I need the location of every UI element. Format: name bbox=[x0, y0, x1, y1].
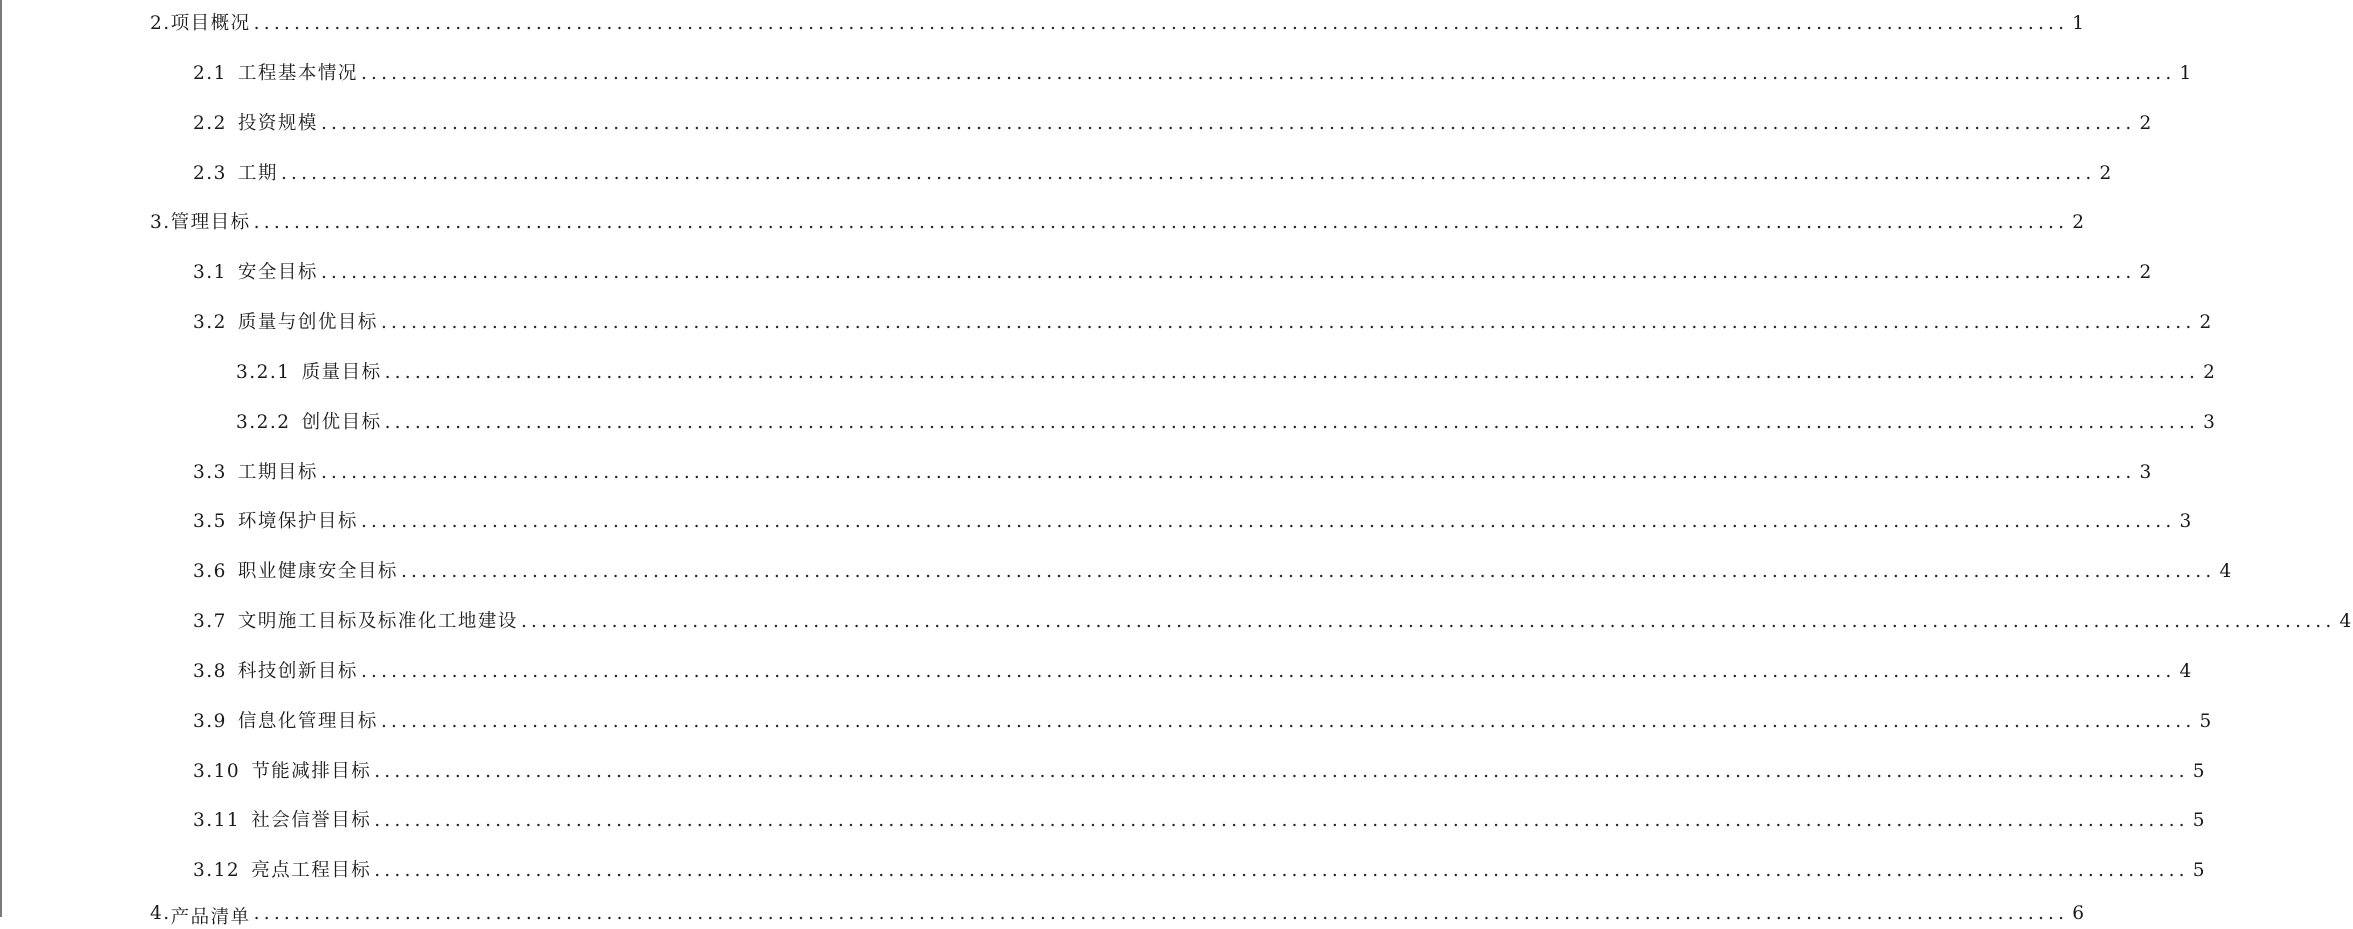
toc-title: 社会信誉目标 bbox=[251, 810, 372, 831]
toc-entry[interactable] bbox=[150, 208, 2086, 236]
toc-title: 产品清单 bbox=[170, 907, 251, 928]
toc-leader-dots bbox=[401, 561, 2216, 582]
toc-entry[interactable] bbox=[193, 607, 2353, 635]
toc-number: 3.12 bbox=[193, 860, 241, 881]
toc-leader-dots bbox=[381, 711, 2196, 732]
toc-title: 工程基本情况 bbox=[237, 63, 358, 84]
toc-leader-dots bbox=[321, 113, 2136, 134]
toc-entry[interactable] bbox=[193, 458, 2153, 486]
toc-page-number: 5 bbox=[2192, 761, 2207, 782]
toc-number: 3.7 bbox=[193, 611, 227, 632]
toc-title: 职业健康安全目标 bbox=[237, 561, 398, 582]
toc-entry[interactable] bbox=[193, 159, 2113, 187]
page-left-border bbox=[0, 0, 2, 917]
toc-number: 3.2.1 bbox=[236, 362, 291, 383]
toc-number: 2. bbox=[150, 13, 171, 34]
toc-title: 环境保护目标 bbox=[237, 511, 358, 532]
toc-page-number: 2 bbox=[2139, 262, 2153, 283]
toc-page-number: 2 bbox=[2099, 163, 2113, 184]
toc-leader-dots bbox=[374, 761, 2189, 782]
toc-page-number: 4 bbox=[2219, 561, 2233, 582]
toc-number: 3.10 bbox=[193, 761, 241, 782]
toc-entry[interactable] bbox=[193, 657, 2193, 685]
toc-title: 信息化管理目标 bbox=[237, 711, 378, 732]
toc-page-number: 5 bbox=[2199, 711, 2213, 732]
toc-entry[interactable] bbox=[193, 507, 2193, 535]
toc-title: 质量与创优目标 bbox=[237, 312, 378, 333]
toc-entry[interactable] bbox=[193, 308, 2213, 336]
toc-page-number: 5 bbox=[2192, 810, 2207, 831]
toc-entry[interactable] bbox=[150, 9, 2086, 37]
toc-number: 3.6 bbox=[193, 561, 227, 582]
toc-title: 文明施工目标及标准化工地建设 bbox=[237, 611, 518, 632]
toc-leader-dots bbox=[381, 312, 2196, 333]
toc-page-number: 4 bbox=[2339, 611, 2353, 632]
toc-entry[interactable] bbox=[236, 358, 2217, 386]
toc-page-number: 6 bbox=[2072, 903, 2086, 924]
toc-page-number: 2 bbox=[2199, 312, 2213, 333]
toc-entry[interactable] bbox=[193, 757, 2207, 785]
toc-leader-dots bbox=[521, 611, 2336, 632]
toc-entry[interactable] bbox=[193, 258, 2153, 286]
toc-number: 3.2.2 bbox=[236, 412, 291, 433]
toc-page-number: 1 bbox=[2072, 13, 2086, 34]
toc-leader-dots bbox=[254, 212, 2069, 233]
toc-leader-dots bbox=[254, 13, 2069, 34]
toc-leader-dots bbox=[374, 860, 2189, 881]
toc-entry[interactable] bbox=[193, 59, 2193, 87]
toc-number: 3.9 bbox=[193, 711, 227, 732]
toc-number: 3.8 bbox=[193, 661, 227, 682]
toc-number: 4. bbox=[150, 903, 171, 924]
toc-leader-dots bbox=[385, 362, 2200, 383]
toc-title: 工期目标 bbox=[237, 462, 318, 483]
toc-number: 3.5 bbox=[193, 511, 227, 532]
toc-page-number: 4 bbox=[2179, 661, 2193, 682]
toc-number: 2.3 bbox=[193, 163, 227, 184]
toc-leader-dots bbox=[361, 63, 2176, 84]
toc-entry[interactable] bbox=[150, 903, 2086, 928]
toc-title: 投资规模 bbox=[237, 113, 318, 134]
toc-title: 项目概况 bbox=[170, 13, 251, 34]
toc-entry[interactable] bbox=[193, 806, 2207, 834]
toc-leader-dots bbox=[321, 462, 2136, 483]
toc-entry[interactable] bbox=[236, 408, 2217, 436]
toc-page-number: 5 bbox=[2192, 860, 2207, 881]
toc-number: 3. bbox=[150, 212, 171, 233]
toc-leader-dots bbox=[281, 163, 2096, 184]
toc-entry[interactable] bbox=[193, 707, 2213, 735]
toc-leader-dots bbox=[321, 262, 2136, 283]
toc-number: 3.1 bbox=[193, 262, 227, 283]
toc-leader-dots bbox=[374, 810, 2189, 831]
toc-leader-dots bbox=[254, 903, 2069, 924]
toc-title: 节能减排目标 bbox=[251, 761, 372, 782]
toc-page-number: 3 bbox=[2179, 511, 2193, 532]
toc-title: 安全目标 bbox=[237, 262, 318, 283]
toc-number: 2.1 bbox=[193, 63, 227, 84]
toc-title: 亮点工程目标 bbox=[251, 860, 372, 881]
toc-number: 2.2 bbox=[193, 113, 227, 134]
toc-entry[interactable] bbox=[193, 557, 2233, 585]
toc-entry[interactable] bbox=[193, 109, 2153, 137]
toc-title: 管理目标 bbox=[170, 212, 251, 233]
toc-title: 创优目标 bbox=[301, 412, 382, 433]
toc-page-number: 3 bbox=[2139, 462, 2153, 483]
toc-page-number: 3 bbox=[2203, 412, 2217, 433]
toc-leader-dots bbox=[361, 511, 2176, 532]
toc-page-number: 2 bbox=[2139, 113, 2153, 134]
toc-title: 科技创新目标 bbox=[237, 661, 358, 682]
toc-page-number: 2 bbox=[2203, 362, 2217, 383]
toc-title: 工期 bbox=[237, 163, 278, 184]
toc-page-number: 1 bbox=[2179, 63, 2193, 84]
toc-leader-dots bbox=[385, 412, 2200, 433]
toc-page-number: 2 bbox=[2072, 212, 2086, 233]
toc-leader-dots bbox=[361, 661, 2176, 682]
toc-number: 3.11 bbox=[193, 810, 241, 831]
toc-entry[interactable] bbox=[193, 856, 2207, 884]
toc-number: 3.3 bbox=[193, 462, 227, 483]
toc-title: 质量目标 bbox=[301, 362, 382, 383]
toc-number: 3.2 bbox=[193, 312, 227, 333]
